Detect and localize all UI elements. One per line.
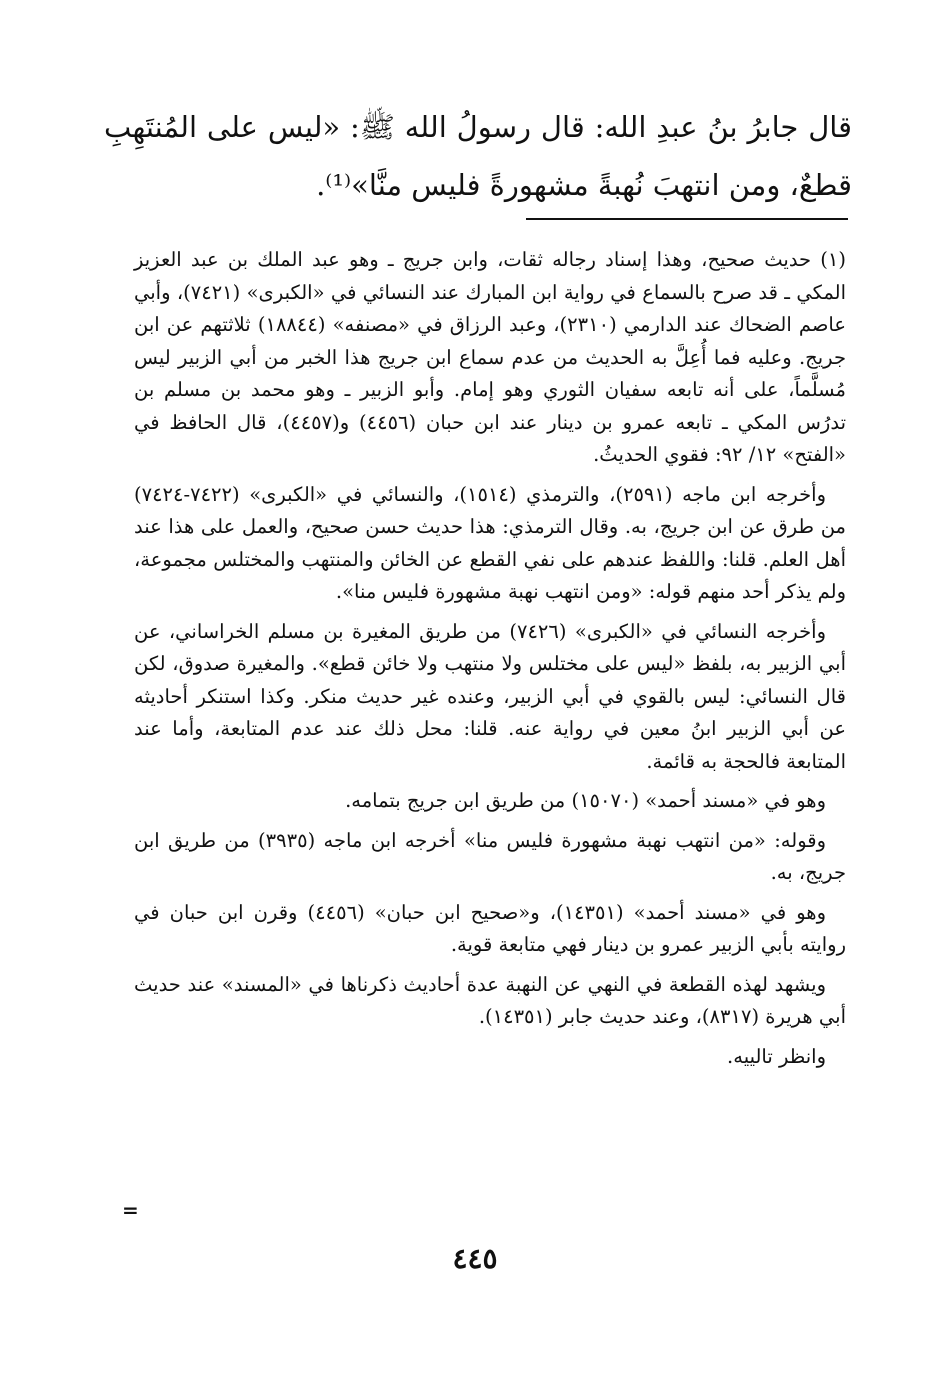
footnote-paragraph: وانظر تالييه. <box>727 1044 826 1068</box>
page-number: ٤٤٥ <box>452 1242 498 1275</box>
footnote-paragraph: (١) حديث صحيح، وهذا إسناد رجاله ثقات، وابن جريج ـ وهو عبد الملك بن عبد العزيز المكي ـ قد صرح بالسماع في رواية ابن المبارك عند النسائي في «الكبرى» (٧٤٢١)، وأبي عاصم الضحاك عند الدارمي (٢٣١٠)، وعبد الرزاق في «مصنفه» (١٨٨٤٤) ثلاثتهم عن ابن جريج. وعليه فما أُعِلَّ به الحديث من عدم سماع ابن جريج هذا الخبر من أبي الزبير ليس مُسلَّماً، على أنه تابعه سفيان الثوري وهو إمام. وأبو الزبير ـ وهو محمد بن مسلم بن تدرُس المكي ـ تابعه عمرو بن دينار عند ابن حبان (٤٤٥٦) و(٤٤٥٧)، قال الحافظ في «الفتح» ١٢/ ٩٢: فقوي الحديثُ. <box>134 248 847 466</box>
footnote-paragraph: وأخرجه ابن ماجه (٢٥٩١)، والترمذي (١٥١٤)، والنسائي في «الكبرى» (٧٤٢٢-٧٤٢٤) من طرق عن ابن جريج، به. وقال الترمذي: هذا حديث حسن صحيح، والعمل على هذا عند أهل العلم. قلنا: واللفظ عندهم على نفي القطع عن الخائن والمنتهب والمختلس مجموعة، ولم يذكر أحد منهم قوله: «ومن انتهب نهبة مشهورة فليس منا». <box>134 482 846 603</box>
footnote-paragraph: ويشهد لهذه القطعة في النهي عن النهبة عدة أحاديث ذكرناها في «المسند» عند حديث أبي هريرة (٨٣١٧)، وعند حديث جابر (١٤٣٥١). <box>134 972 846 1028</box>
footnote-paragraph: وهو في «مسند أحمد» (١٥٠٧٠) من طريق ابن جريج بتمامه. <box>345 789 826 812</box>
footnotes-section <box>134 244 846 1080</box>
hadith-main-text: قال جابرُ بنُ عبدِ الله: قال رسولُ الله ﷺ: «ليس على المُنتَهِبِ قطعٌ، ومن انتهبَ نُهبةً مشهورةً فليس منَّا»⁽¹⁾. <box>104 110 852 202</box>
footnote-separator-rule <box>526 218 848 220</box>
footnote-paragraph: وقوله: «من انتهب نهبة مشهورة فليس منا» أخرجه ابن ماجه (٣٩٣٥) من طريق ابن جريج، به. <box>134 828 846 884</box>
footnote-paragraph: وهو في «مسند أحمد» (١٤٣٥١)، و«صحيح ابن حبان» (٤٤٥٦) وقرن ابن حبان في روايته بأبي الزبير عمرو بن دينار فهي متابعة قوية. <box>134 900 846 956</box>
continuation-mark: = <box>122 1198 139 1222</box>
footnote-paragraph: وأخرجه النسائي في «الكبرى» (٧٤٢٦) من طريق المغيرة بن مسلم الخراساني، عن أبي الزبير به، بلفظ «ليس على مختلس ولا منتهب ولا خائن قطع». والمغيرة صدوق، لكن قال النسائي: ليس بالقوي في أبي الزبير، وعنده غير حديث منكر. وكذا استنكر أحاديثه عن أبي الزبير ابنُ معين في رواية عنه. قلنا: محل ذلك عند عدم المتابعة، وأما عند المتابعة فالحجة به قائمة. <box>134 619 846 773</box>
